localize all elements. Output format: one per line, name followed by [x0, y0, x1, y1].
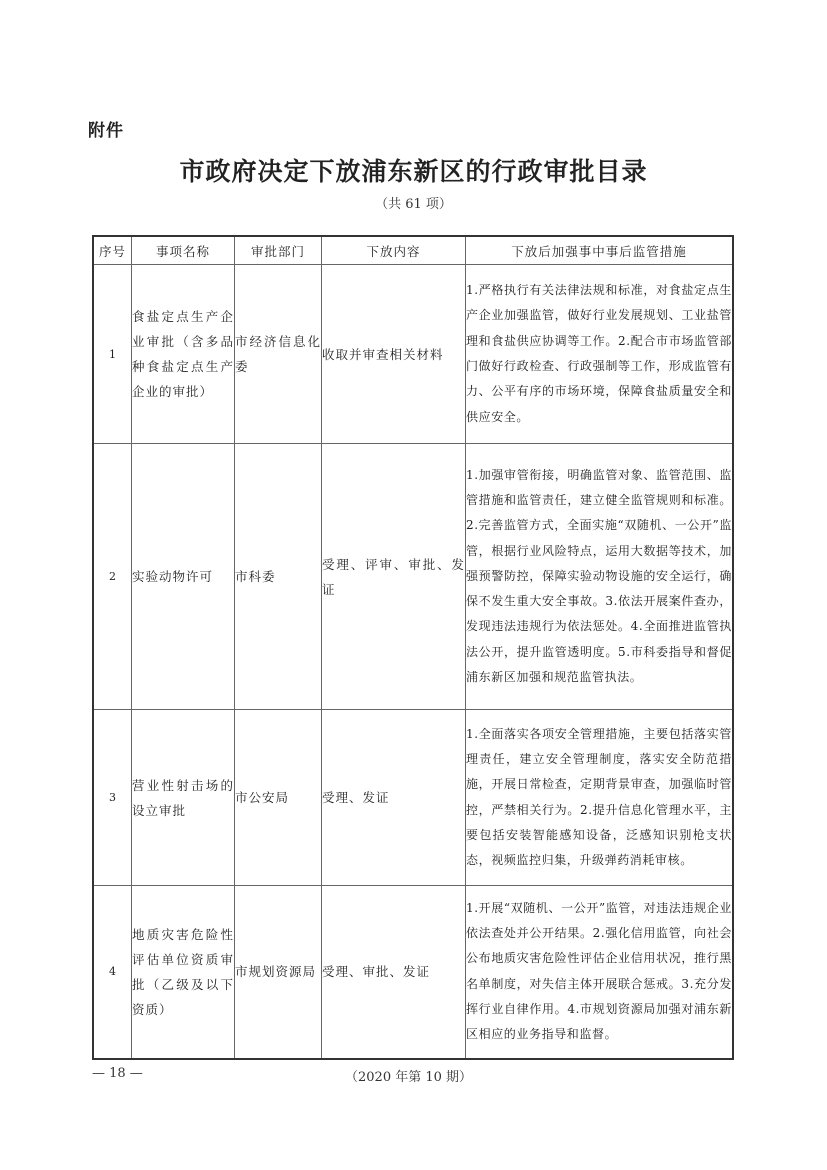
document-title: 市政府决定下放浦东新区的行政审批目录 [179, 157, 648, 186]
approval-table [92, 235, 734, 1060]
header-content: 下放内容 [322, 236, 466, 265]
row-name: 营业性射击场的设立审批 [132, 710, 235, 886]
row-content: 受理、审批、发证 [322, 886, 466, 1059]
row-content: 收取并审查相关材料 [322, 265, 466, 444]
header-no: 序号 [93, 236, 132, 265]
table-header-row [93, 236, 733, 265]
row-name: 地质灾害危险性评估单位资质审批（乙级及以下资质） [132, 886, 235, 1059]
row-content: 受理、发证 [322, 710, 466, 886]
row-no: 1 [93, 265, 132, 444]
issue-label: （2020 年第 10 期） [345, 1070, 473, 1085]
row-dept: 市经济信息化委 [235, 265, 322, 444]
row-measures: 1.全面落实各项安全管理措施，主要包括落实管理责任，建立安全管理制度，落实安全防范措施，开展日常检查，定期背景审查，加强临时管控，严禁相关行为。2.提升信息化管理水平，主要包括安装智能感知设备，泛感知识别枪支状态，视频监控归集，升级弹药消耗审核。 [466, 710, 734, 886]
document-subtitle: （共 61 项） [375, 197, 452, 212]
table-row [93, 886, 733, 1059]
table-row [93, 710, 733, 886]
row-name: 食盐定点生产企业审批（含多品种食盐定点生产企业的审批） [132, 265, 235, 444]
header-name: 事项名称 [132, 236, 235, 265]
row-measures: 1.加强审管衔接，明确监管对象、监管范围、监管措施和监管责任，建立健全监管规则和标准。2.完善监管方式，全面实施“双随机、一公开”监管，根据行业风险特点，运用大数据等技术，加强预警防控，保障实验动物设施的安全运行，确保不发生重大安全事故。3.依法开展案件查办，发现违法违规行为依法惩处。4.全面推进监管执法公开，提升监管透明度。5.市科委指导和督促浦东新区加强和规范监管执法。 [466, 444, 734, 710]
row-measures: 1.开展“双随机、一公开”监管，对违法违规企业依法查处并公开结果。2.强化信用监管，向社会公布地质灾害危险性评估企业信用状况，推行黑名单制度，对失信主体开展联合惩戒。3.充分发挥行业自律作用。4.市规划资源局加强对浦东新区相应的业务指导和监督。 [466, 886, 734, 1059]
row-dept: 市规划资源局 [235, 886, 322, 1059]
row-measures: 1.严格执行有关法律法规和标准，对食盐定点生产企业加强监管，做好行业发展规划、工业盐管理和食盐供应协调等工作。2.配合市市场监管部门做好行政检查、行政强制等工作，形成监管有力、公平有序的市场环境，保障食盐质量安全和供应安全。 [466, 265, 734, 444]
row-no: 4 [93, 886, 132, 1059]
row-no: 2 [93, 444, 132, 710]
row-content: 受理、评审、审批、发证 [322, 444, 466, 710]
row-no: 3 [93, 710, 132, 886]
table-row [93, 444, 733, 710]
header-dept: 审批部门 [235, 236, 322, 265]
table-row [93, 265, 733, 444]
row-dept: 市科委 [235, 444, 322, 710]
attachment-label: 附件 [88, 121, 124, 141]
header-measures: 下放后加强事中事后监管措施 [466, 236, 734, 265]
row-dept: 市公安局 [235, 710, 322, 886]
row-name: 实验动物许可 [132, 444, 235, 710]
page-number: — 18 — [92, 1066, 143, 1081]
